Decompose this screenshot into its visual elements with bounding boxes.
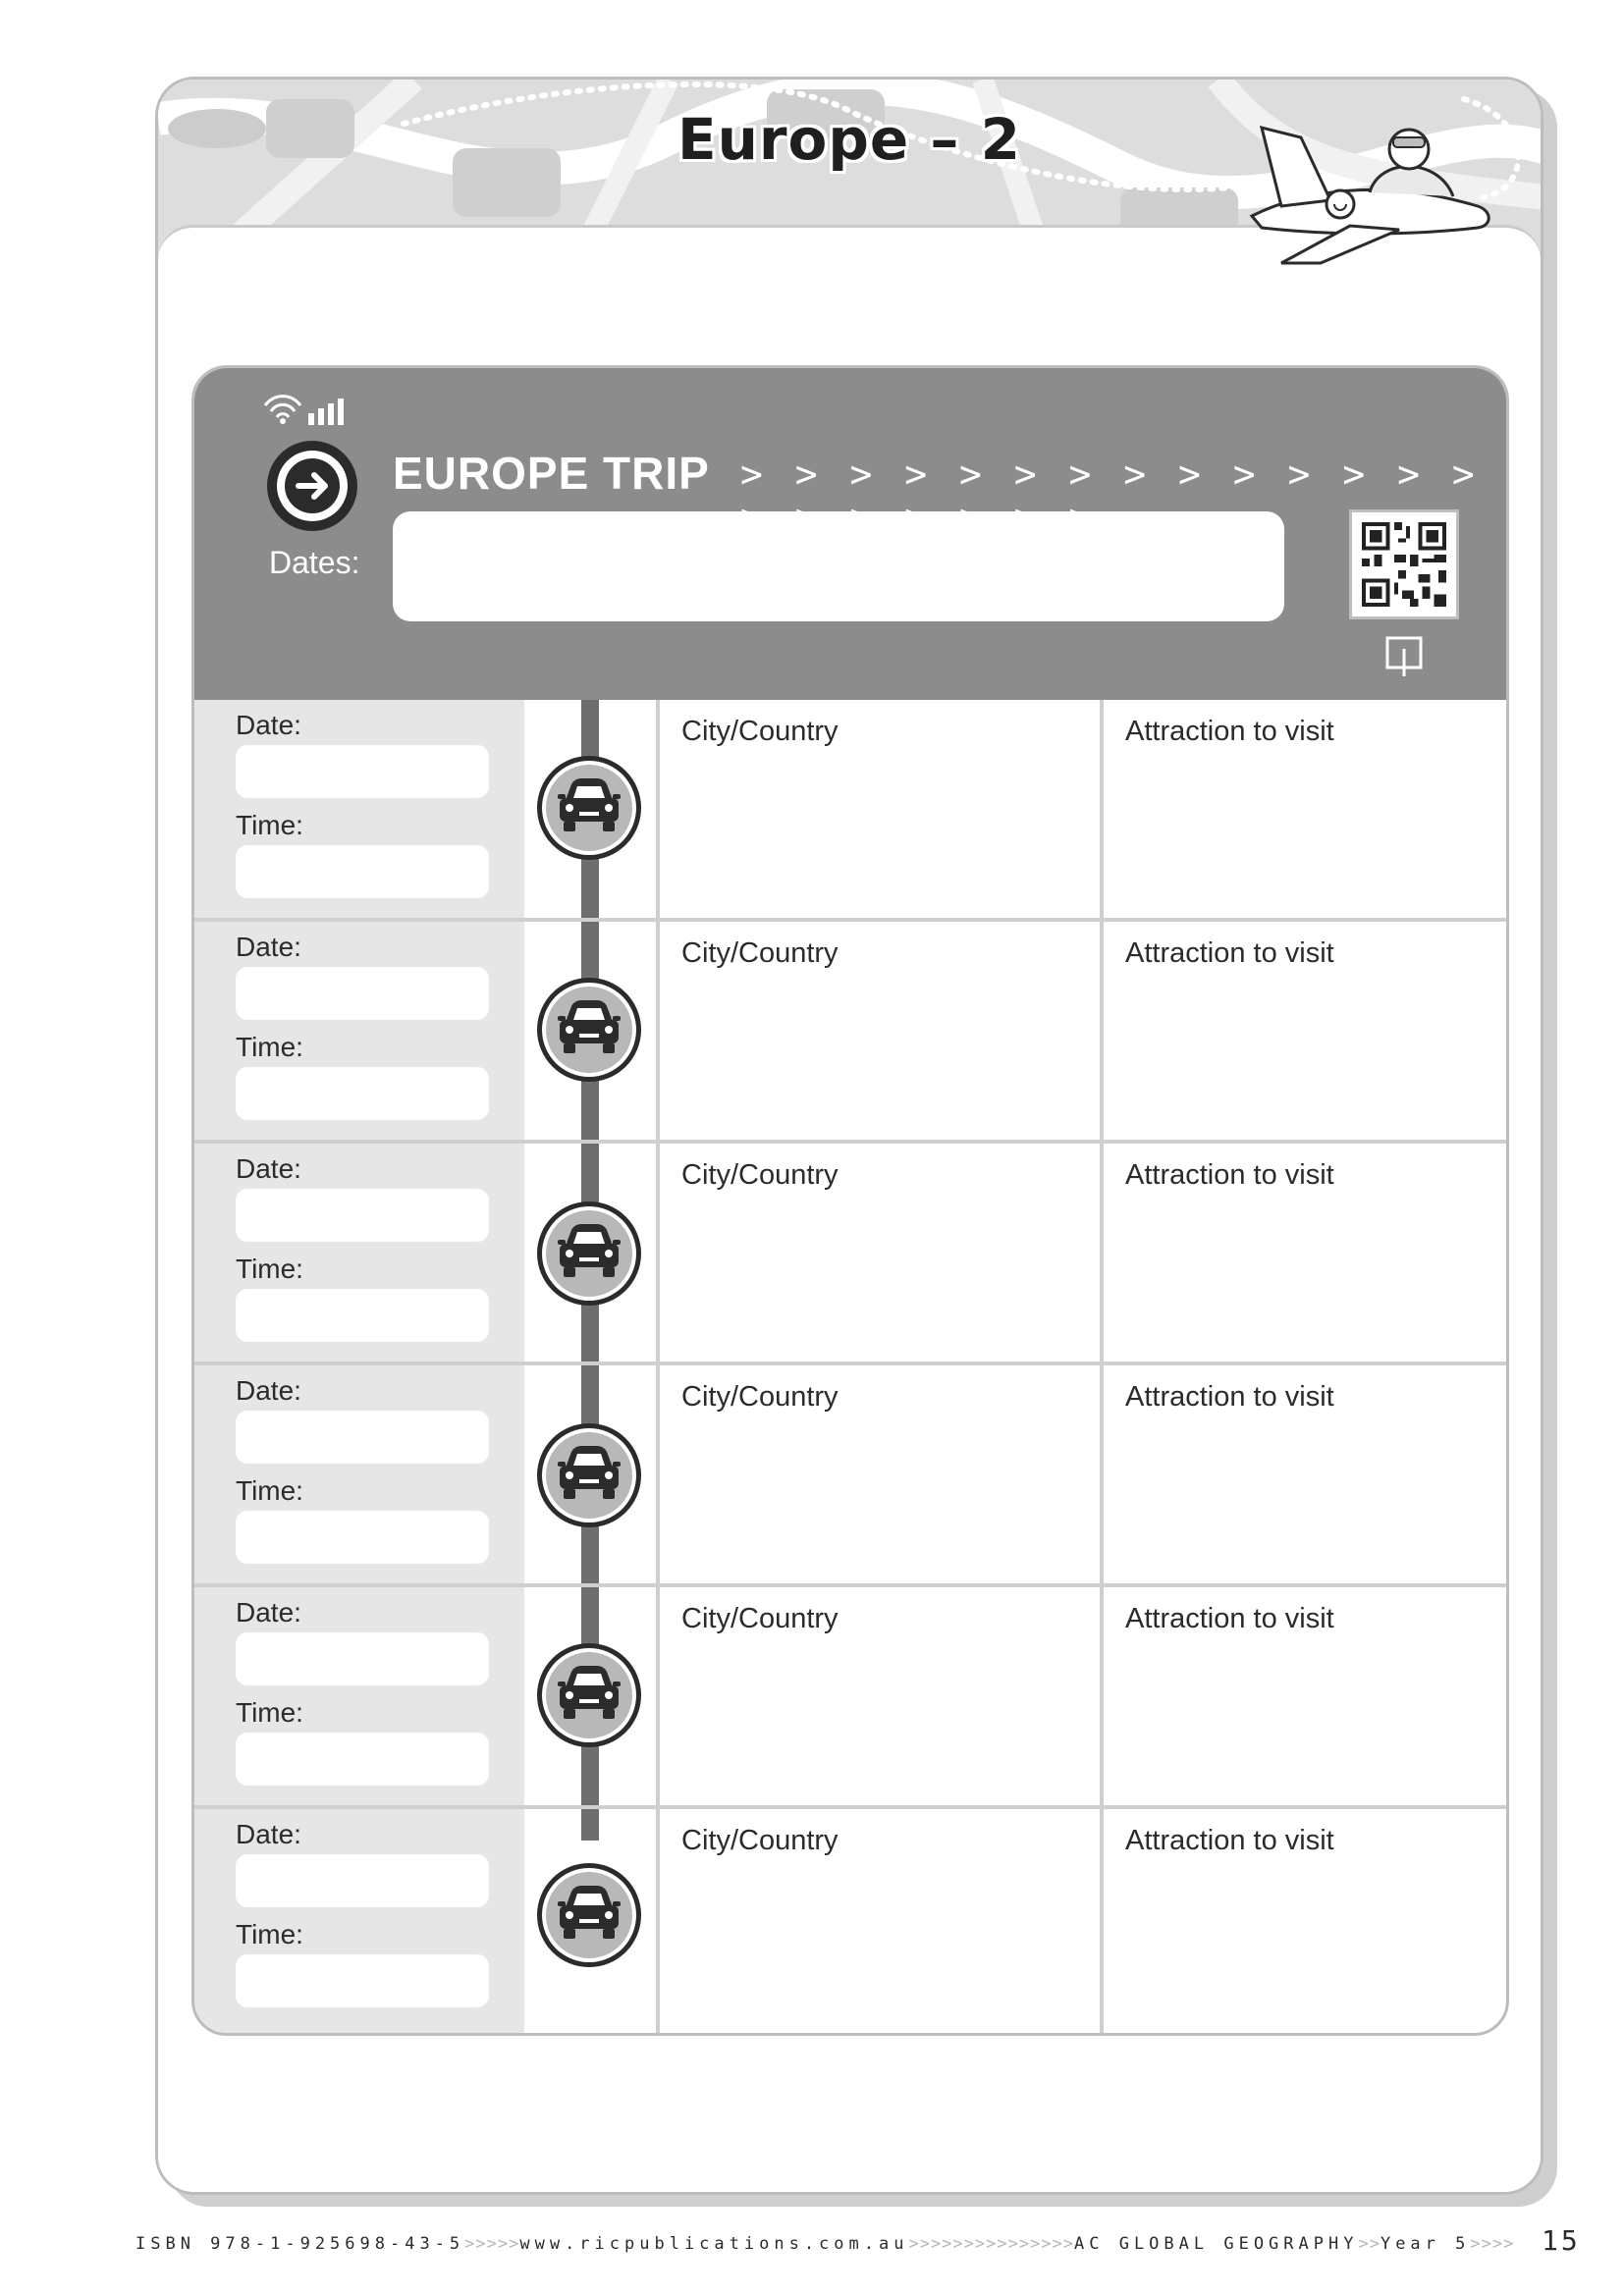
signal-bars-icon	[308, 399, 344, 425]
attraction-cell[interactable]	[1104, 1809, 1508, 2035]
footer-url: www.ricpublications.com.au	[519, 2234, 909, 2254]
car-icon	[534, 1420, 644, 1530]
itinerary-row	[194, 700, 1506, 922]
wifi-signal-indicator	[261, 392, 359, 427]
date-input[interactable]	[236, 1854, 489, 1907]
attraction-cell[interactable]	[1104, 1365, 1508, 1583]
footer-isbn: ISBN 978-1-925698-43-5	[135, 2234, 465, 2254]
itinerary-row	[194, 1144, 1506, 1365]
itinerary-row	[194, 922, 1506, 1144]
itinerary-row	[194, 1809, 1506, 2035]
date-time-cell	[194, 1587, 524, 1805]
qr-code-pattern	[1362, 522, 1446, 607]
date-label: Date:	[236, 710, 301, 740]
footer-separator: >>	[1358, 2234, 1380, 2254]
date-label: Date:	[236, 1597, 301, 1628]
footer-separator: >>>>>>>>>>>>>>>	[908, 2234, 1074, 2254]
itinerary-row	[194, 1587, 1506, 1809]
date-label: Date:	[236, 1375, 301, 1406]
time-label: Time:	[236, 1697, 303, 1728]
car-icon	[534, 975, 644, 1085]
footer-separator: >>>>	[1470, 2234, 1515, 2254]
city-country-label: City/Country	[681, 937, 839, 969]
time-input[interactable]	[236, 1289, 489, 1342]
link-scan-icon	[1384, 635, 1424, 678]
footer-series: AC GLOBAL GEOGRAPHY	[1074, 2234, 1359, 2254]
city-country-cell[interactable]	[656, 1809, 1104, 2035]
date-input[interactable]	[236, 1411, 489, 1464]
city-country-cell[interactable]	[656, 1587, 1104, 1805]
trip-title: EUROPE TRIP	[393, 448, 710, 499]
city-country-label: City/Country	[681, 1825, 839, 1856]
time-input[interactable]	[236, 1067, 489, 1120]
attraction-cell[interactable]	[1104, 1587, 1508, 1805]
qr-code-icon[interactable]	[1349, 509, 1459, 619]
trip-ticket	[191, 365, 1509, 2036]
date-time-cell	[194, 1365, 524, 1583]
attraction-label: Attraction to visit	[1125, 1381, 1334, 1413]
date-time-cell	[194, 700, 524, 918]
car-icon	[534, 1640, 644, 1750]
footer	[135, 2234, 1589, 2254]
page-title: Europe – 2	[677, 106, 1021, 173]
itinerary-row	[194, 1365, 1506, 1587]
date-time-cell	[194, 1809, 524, 2035]
dates-input[interactable]	[393, 511, 1284, 621]
car-icon	[534, 753, 644, 863]
dates-label: Dates:	[269, 545, 360, 580]
city-country-label: City/Country	[681, 1381, 839, 1413]
attraction-label: Attraction to visit	[1125, 937, 1334, 969]
attraction-label: Attraction to visit	[1125, 1825, 1334, 1856]
city-country-cell[interactable]	[656, 1144, 1104, 1362]
time-label: Time:	[236, 810, 303, 840]
car-icon	[534, 1199, 644, 1308]
footer-year: Year 5	[1380, 2234, 1471, 2254]
attraction-label: Attraction to visit	[1125, 1603, 1334, 1634]
attraction-cell[interactable]	[1104, 1144, 1508, 1362]
city-country-label: City/Country	[681, 1159, 839, 1191]
page-number: 15	[1542, 2224, 1581, 2257]
time-input[interactable]	[236, 1511, 489, 1564]
time-input[interactable]	[236, 1954, 489, 2007]
date-time-cell	[194, 922, 524, 1140]
date-label: Date:	[236, 1819, 301, 1849]
car-icon	[534, 1860, 644, 1970]
airplane-pilot-icon	[1242, 98, 1507, 265]
time-label: Time:	[236, 1475, 303, 1506]
attraction-label: Attraction to visit	[1125, 1159, 1334, 1191]
ticket-header	[194, 368, 1506, 700]
time-label: Time:	[236, 1032, 303, 1062]
time-label: Time:	[236, 1919, 303, 1949]
arrow-right-circle-icon[interactable]	[265, 439, 359, 533]
attraction-cell[interactable]	[1104, 700, 1508, 918]
city-country-cell[interactable]	[656, 700, 1104, 918]
attraction-label: Attraction to visit	[1125, 716, 1334, 747]
city-country-cell[interactable]	[656, 1365, 1104, 1583]
date-input[interactable]	[236, 967, 489, 1020]
wifi-icon	[265, 397, 300, 424]
date-label: Date:	[236, 932, 301, 962]
date-label: Date:	[236, 1153, 301, 1184]
city-country-cell[interactable]	[656, 922, 1104, 1140]
time-input[interactable]	[236, 845, 489, 898]
footer-separator: >>>>>	[464, 2234, 520, 2254]
time-label: Time:	[236, 1254, 303, 1284]
attraction-cell[interactable]	[1104, 922, 1508, 1140]
date-input[interactable]	[236, 1189, 489, 1242]
city-country-label: City/Country	[681, 716, 839, 747]
date-input[interactable]	[236, 745, 489, 798]
date-time-cell	[194, 1144, 524, 1362]
time-input[interactable]	[236, 1733, 489, 1786]
chevron-decoration: > > > > > > > > > > > > > >	[740, 453, 1480, 496]
city-country-label: City/Country	[681, 1603, 839, 1634]
date-input[interactable]	[236, 1632, 489, 1685]
